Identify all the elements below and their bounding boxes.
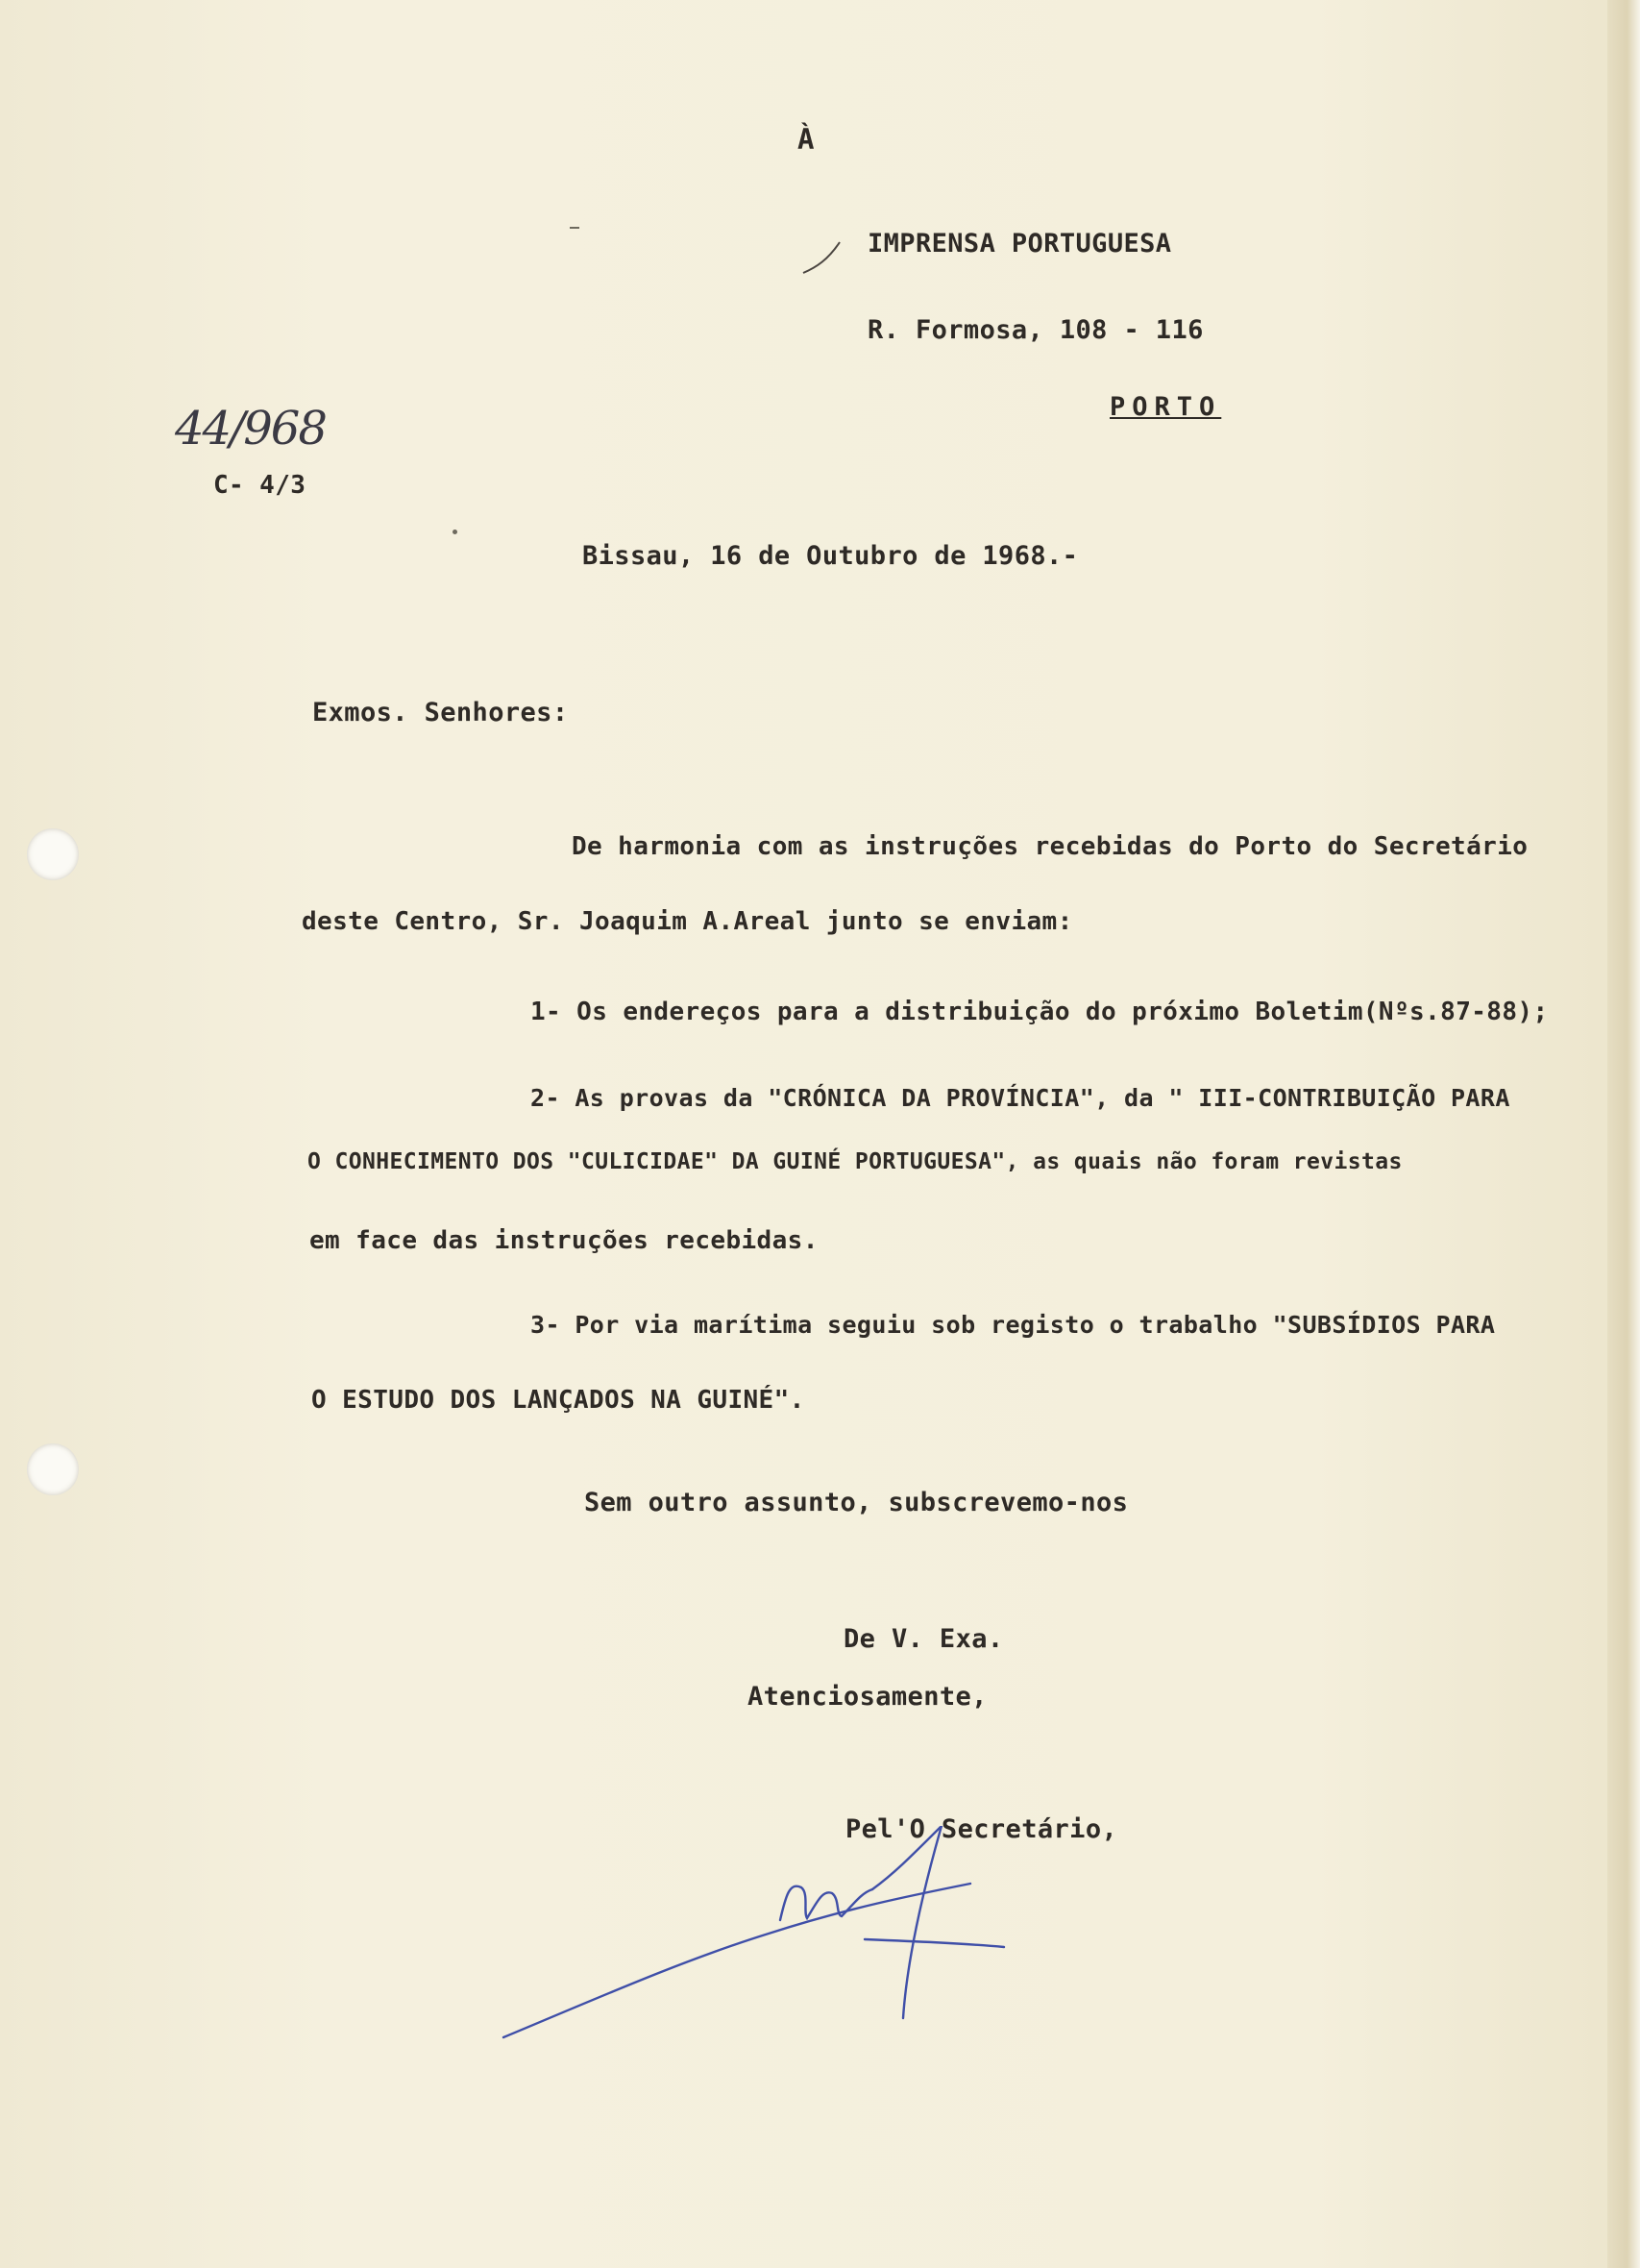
valediction-1: De V. Exa. — [844, 1624, 1004, 1654]
body-line: 2- As provas da "CRÓNICA DA PROVÍNCIA", da " III-CONTRIBUIÇÃO PARA — [530, 1084, 1510, 1112]
body-line: deste Centro, Sr. Joaquim A.Areal junto se enviam: — [302, 907, 1073, 936]
date-line: Bissau, 16 de Outubro de 1968.- — [582, 541, 1079, 571]
body-line: O CONHECIMENTO DOS "CULICIDAE" DA GUINÉ PORTUGUESA", as quais não foram revistas — [307, 1149, 1403, 1174]
body-line: De harmonia com as instruções recebidas do Porto do Secretário — [572, 832, 1529, 861]
paper-edge — [1607, 0, 1640, 2268]
ink-fleck — [453, 530, 457, 534]
recipient-company: IMPRENSA PORTUGUESA — [868, 229, 1172, 259]
recipient-city: PORTO — [1110, 392, 1222, 422]
greeting: Exmos. Senhores: — [312, 698, 569, 727]
ink-fleck — [570, 227, 579, 229]
tick-mark — [799, 238, 847, 277]
body-line: 3- Por via marítima seguiu sob registo o trabalho "SUBSÍDIOS PARA — [530, 1311, 1496, 1339]
valediction-2: Atenciosamente, — [747, 1682, 988, 1712]
salutation-prefix: À — [797, 123, 815, 156]
punch-hole-bottom — [27, 1443, 79, 1495]
closing-line: Sem outro assunto, subscrevemo-nos — [584, 1488, 1129, 1517]
signatory: Pel'O Secretário, — [845, 1814, 1118, 1844]
body-line: 1- Os endereços para a distribuição do próximo Boletim(Nºs.87-88); — [530, 998, 1549, 1026]
file-reference-number: 44/968 — [175, 402, 326, 456]
recipient-street: R. Formosa, 108 - 116 — [868, 315, 1204, 345]
body-line: O ESTUDO DOS LANÇADOS NA GUINÉ". — [311, 1386, 805, 1415]
punch-hole-top — [27, 828, 79, 880]
file-reference-code: C- 4/3 — [213, 471, 306, 500]
body-line: em face das instruções recebidas. — [309, 1226, 819, 1255]
signature — [480, 1826, 1018, 2057]
